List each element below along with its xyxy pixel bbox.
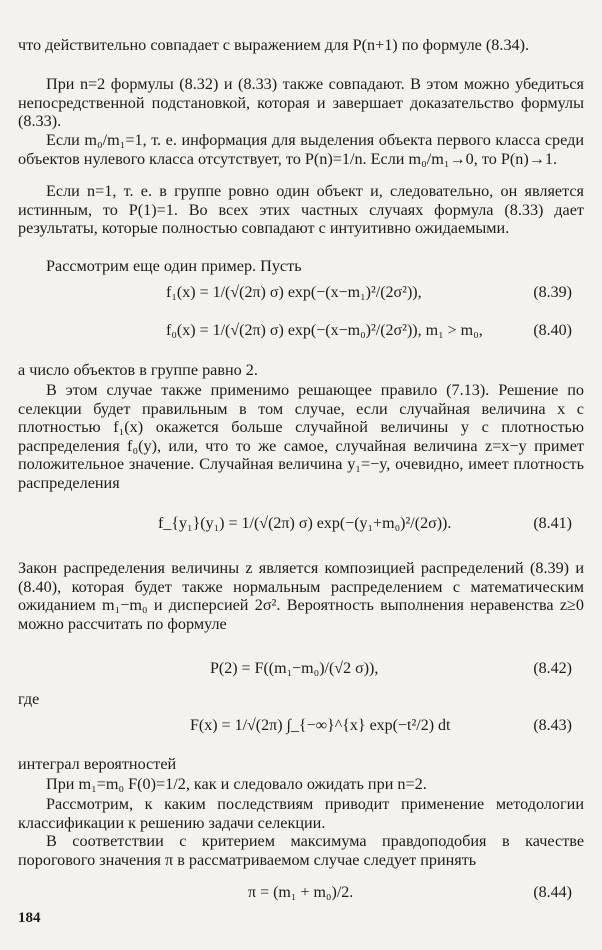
paragraph-5: Рассмотрим еще один пример. Пусть xyxy=(46,257,302,275)
equation-formula: π = (m₁ + m₀)/2. xyxy=(248,884,354,901)
equation-number: (8.39) xyxy=(533,284,572,301)
equation-formula: f_{y₁}(y₁) = 1/(√(2π) σ) exp(−(y₁+m₀)²/(2σ)). xyxy=(158,515,452,532)
paragraph-7: В этом случае также применимо решающее правило (7.13). Решение по селекции будет правильным в том случае, если случайная величина x с плотностью f₁(x) окажется больше случайной величины y с плотностью распределения f₀(y), или, что то же самое, случайная величина z=x−y примет положительное значение. Случайная величина y₁=−y, очевидно, имеет плотность распределения xyxy=(18,381,584,492)
page-number: 184 xyxy=(18,910,41,926)
paragraph-10: интеграл вероятностей xyxy=(18,755,177,773)
paragraph-8: Закон распределения величины z является композицией распределений (8.39) и (8.40), которая будет также нормальным распределением с математическим ожиданием m₁−m₀ и дисперсией 2σ². Вероятность выполнения неравенства z≥0 можно рассчитать по формуле xyxy=(18,559,584,633)
equation-formula: f₀(x) = 1/(√(2π) σ) exp(−(x−m₀)²/(2σ²)), m₁ > m₀, xyxy=(166,322,483,339)
equation-number: (8.41) xyxy=(533,515,572,532)
paragraph-4: Если n=1, т. е. в группе ровно один объект и, следовательно, он является истинным, то P(1)=1. Во всех этих частных случаях формула (8.33) дает результаты, которые полностью совпадают с интуитивно ожидаемыми. xyxy=(18,182,584,238)
paragraph-13: В соответствии с критерием максимума правдоподобия в качестве порогового значения π в рассматриваемом случае следует принять xyxy=(18,832,584,869)
equation-formula: F(x) = 1/√(2π) ∫_{−∞}^{x} exp(−t²/2) dt xyxy=(190,717,451,734)
equation-formula: P(2) = F((m₁−m₀)/(√2 σ)), xyxy=(210,660,379,677)
paragraph-3: Если m₀/m₁=1, т. е. информация для выделения объекта первого класса среди объектов нулевого класса отсутствует, то P(n)=1/n. Если m₀/m₁→0, то P(n)→1. xyxy=(18,131,584,168)
paragraph-6: а число объектов в группе равно 2. xyxy=(18,361,258,379)
paragraph-9: где xyxy=(18,690,40,708)
equation-formula: f₁(x) = 1/(√(2π) σ) exp(−(x−m₁)²/(2σ²)), xyxy=(166,284,422,301)
equation-number: (8.42) xyxy=(533,660,572,677)
equation-number: (8.43) xyxy=(533,717,572,734)
paragraph-12: Рассмотрим, к каким последствиям приводит применение методологии классификации к решению задачи селекции. xyxy=(18,795,584,832)
paragraph-2: При n=2 формулы (8.32) и (8.33) также совпадают. В этом можно убедиться непосредственной подстановкой, которая и завершает доказательство формулы (8.33). xyxy=(18,75,584,131)
equation-number: (8.40) xyxy=(533,322,572,339)
paragraph-1: что действительно совпадает с выражением для P(n+1) по формуле (8.34). xyxy=(18,36,530,54)
equation-number: (8.44) xyxy=(533,884,572,901)
paragraph-11: При m₁=m₀ F(0)=1/2, как и следовало ожидать при n=2. xyxy=(46,775,427,793)
